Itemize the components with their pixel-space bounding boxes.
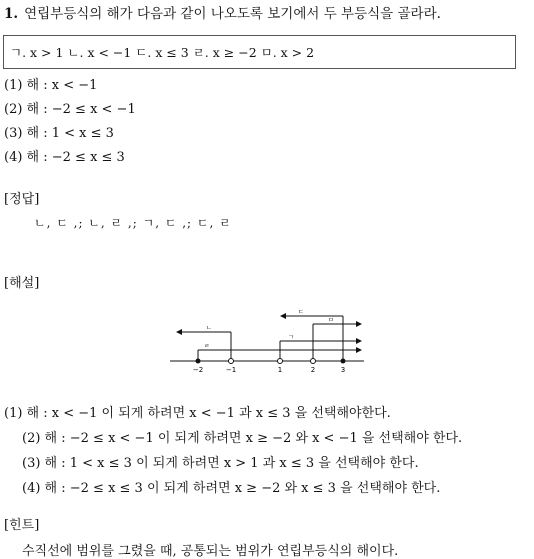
explanation-2: (2) 해 : −2 ≤ x < −1 이 되게 하려면 x ≥ −2 와 x < −1 을 선택해야 한다. xyxy=(22,431,463,446)
arrow-label-m: ㅁ xyxy=(328,317,334,324)
arrow-label-n: ㄴ xyxy=(206,325,212,332)
question-title xyxy=(4,2,441,22)
arrow-m-head xyxy=(356,321,362,327)
tick-label-2: 2 xyxy=(310,366,316,374)
question-text: 연립부등식의 해가 다음과 같이 나오도록 보기에서 두 부등식을 골라라. xyxy=(24,6,441,22)
arrow-r-head xyxy=(356,347,362,353)
tick-label-3: 3 xyxy=(340,366,346,374)
point-neg2 xyxy=(196,359,201,364)
tick-label-neg1: −1 xyxy=(225,366,237,374)
answer-header: [정답] xyxy=(4,192,40,207)
item-1: (1) 해 : x < −1 xyxy=(4,78,98,93)
tick-label-neg2: −2 xyxy=(192,366,204,374)
hint-header: [힌트] xyxy=(4,518,40,533)
item-4: (4) 해 : −2 ≤ x ≤ 3 xyxy=(4,150,125,165)
explanation-4: (4) 해 : −2 ≤ x ≤ 3 이 되게 하려면 x ≥ −2 와 x ≤ 3 을 선택해야 한다. xyxy=(22,481,441,496)
choices-box: ㄱ. x > 1 ㄴ. x < −1 ㄷ. x ≤ 3 ㄹ. x ≥ −2 ㅁ. x > 2 xyxy=(3,35,516,69)
point-3 xyxy=(341,359,346,364)
arrow-d-head xyxy=(280,313,286,319)
question-number: 1. xyxy=(4,6,19,22)
item-3: (3) 해 : 1 < x ≤ 3 xyxy=(4,126,114,141)
arrow-n-head xyxy=(176,329,182,335)
arrow-label-r: ㄹ xyxy=(204,343,210,350)
arrow-label-d: ㄷ xyxy=(298,309,304,316)
arrow-label-g: ㄱ xyxy=(288,334,294,341)
point-neg1 xyxy=(229,359,234,364)
arrow-g-head xyxy=(356,338,362,344)
answer-text: ㄴ, ㄷ ,; ㄴ, ㄹ ,; ㄱ, ㄷ ,; ㄷ, ㄹ xyxy=(34,216,232,230)
point-2 xyxy=(311,359,316,364)
explanation-1: (1) 해 : x < −1 이 되게 하려면 x < −1 과 x ≤ 3 을 선택해야한다. xyxy=(4,406,391,421)
hint-text: 수직선에 범위를 그렸을 때, 공통되는 범위가 연립부등식의 해이다. xyxy=(22,544,399,559)
point-1 xyxy=(278,359,283,364)
number-line-figure xyxy=(168,308,368,378)
item-2: (2) 해 : −2 ≤ x < −1 xyxy=(4,102,136,117)
explanation-3: (3) 해 : 1 < x ≤ 3 이 되게 하려면 x > 1 과 x ≤ 3 을 선택해야 한다. xyxy=(22,456,419,471)
explanation-header: [해설] xyxy=(4,276,40,291)
tick-label-1: 1 xyxy=(277,366,283,374)
